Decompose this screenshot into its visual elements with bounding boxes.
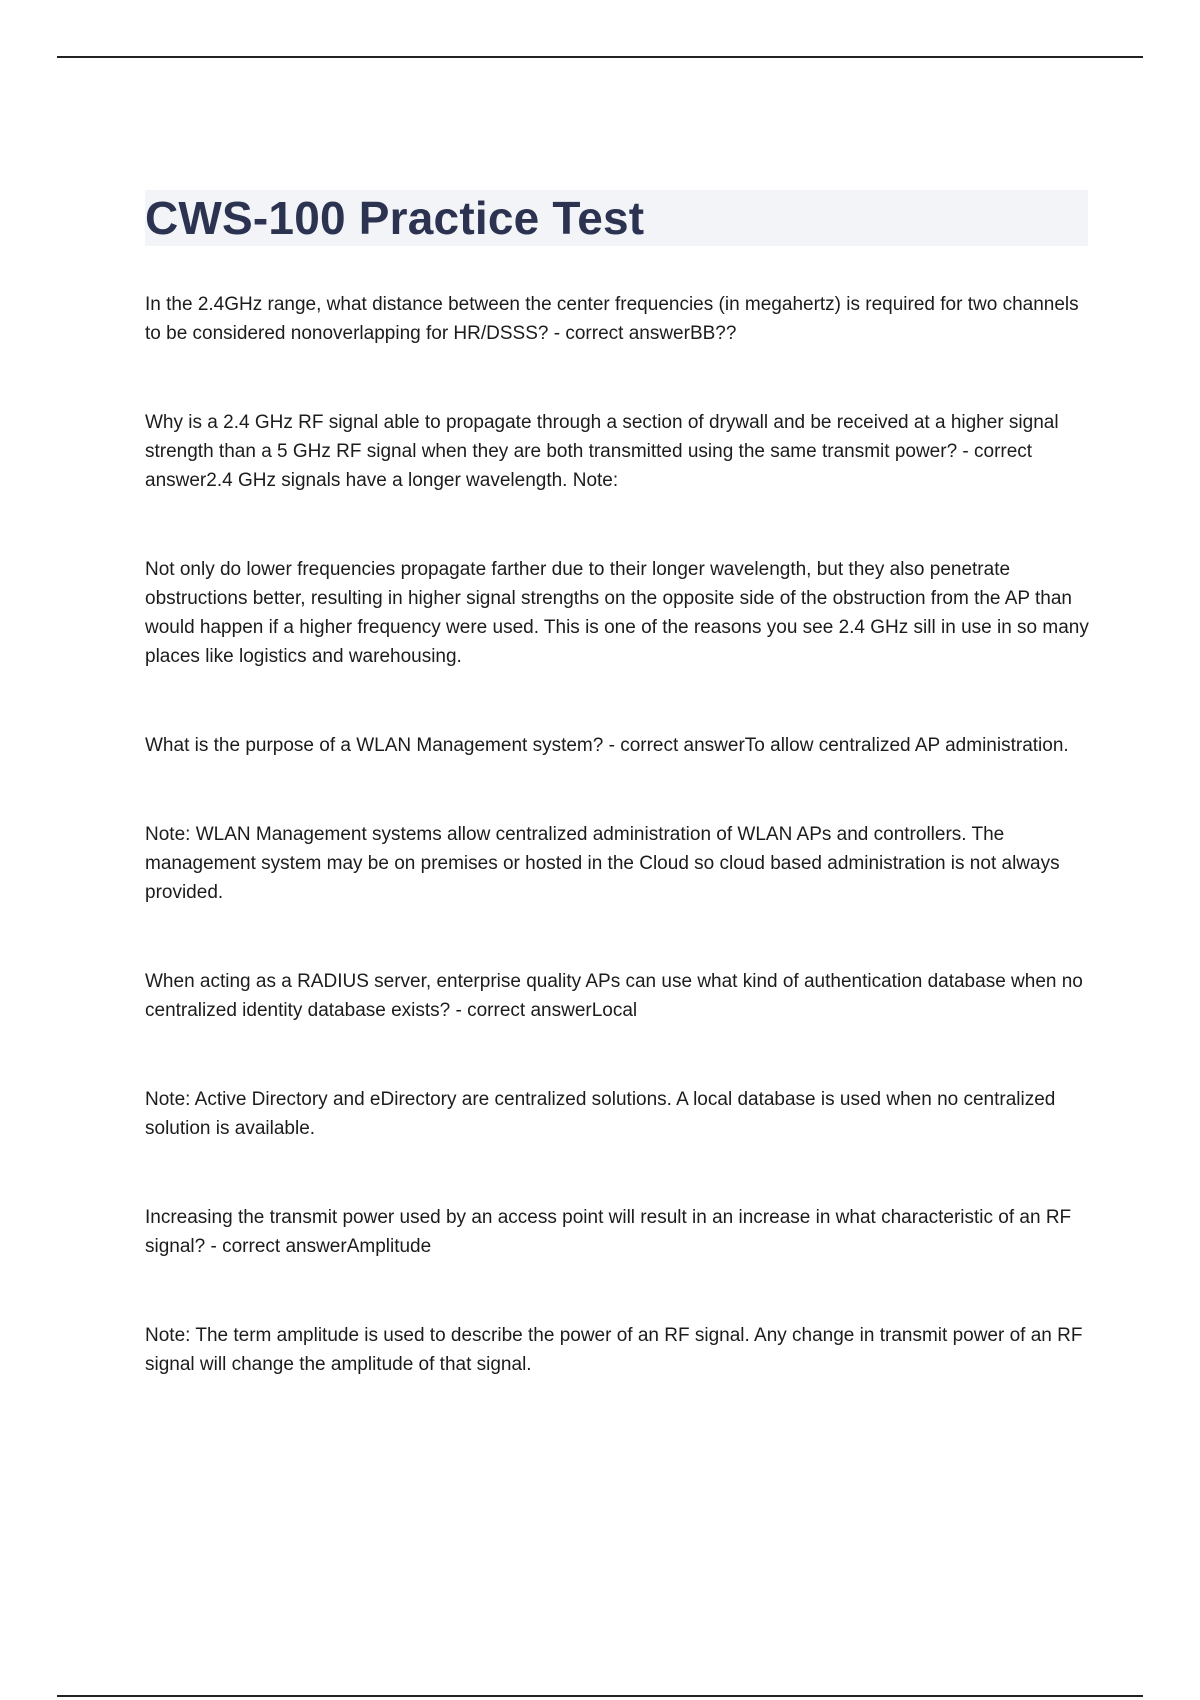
question-radius-database: When acting as a RADIUS server, enterprise quality APs can use what kind of authentication database when no centralized identity database exists? - correct answerLocal — [145, 971, 1083, 1021]
question-hr-dsss-channel-spacing: In the 2.4GHz range, what distance between the center frequencies (in megahertz) is required for two channels to be considered nonoverlapping for HR/DSSS? - correct answerBB?? — [145, 294, 1079, 344]
note-amplitude: Note: The term amplitude is used to describe the power of an RF signal. Any change in transmit power of an RF signal will change the amplitude of that signal. — [145, 1325, 1083, 1375]
page-title: CWS-100 Practice Test — [145, 192, 645, 244]
bottom-rule — [57, 1695, 1143, 1697]
document-body — [145, 290, 1090, 1439]
note-radius-database: Note: Active Directory and eDirectory are centralized solutions. A local database is used when no centralized solution is available. — [145, 1089, 1056, 1139]
note-lower-frequencies: Not only do lower frequencies propagate farther due to their longer wavelength, but they also penetrate obstructions better, resulting in higher signal strengths on the opposite side of the obstruction from the AP than would happen if a higher frequency were used. This is one of the reasons you see 2.4 GHz sill in use in so many places like logistics and warehousing. — [145, 559, 1089, 667]
top-rule — [57, 56, 1143, 58]
note-wlan-management: Note: WLAN Management systems allow centralized administration of WLAN APs and controllers. The management system may be on premises or hosted in the Cloud so cloud based administration is not always provided. — [145, 824, 1060, 903]
question-transmit-power: Increasing the transmit power used by an access point will result in an increase in what characteristic of an RF signal? - correct answerAmplitude — [145, 1207, 1072, 1257]
question-wlan-management: What is the purpose of a WLAN Management system? - correct answerTo allow centralized AP administration. — [145, 735, 1069, 756]
question-drywall-propagation: Why is a 2.4 GHz RF signal able to propagate through a section of drywall and be received at a higher signal strength than a 5 GHz RF signal when they are both transmitted using the same transmit power? - correct answer2.4 GHz signals have a longer wavelength. Note: — [145, 412, 1059, 491]
